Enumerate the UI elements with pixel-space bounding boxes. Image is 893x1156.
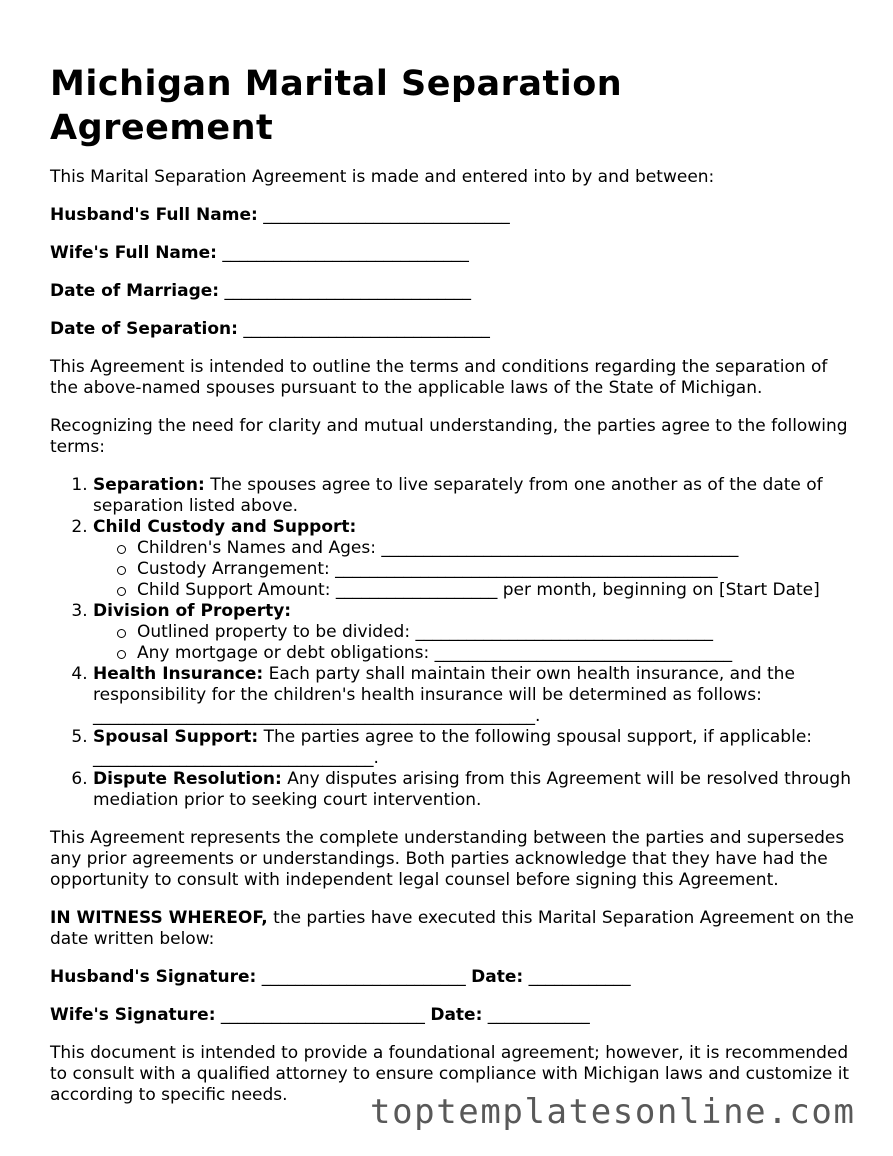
property-item-mortgage: Any mortgage or debt obligations: ___________________________________ — [115, 643, 855, 664]
term-dispute-title: Dispute Resolution: — [93, 769, 282, 789]
husband-signature-label: Husband's Signature: — [50, 967, 257, 987]
term-dispute-text: Any disputes arising from this Agreement will be resolved through mediation prior to seeking court intervention. — [93, 769, 851, 810]
term-separation-title: Separation: — [93, 475, 205, 495]
witness-bold: IN WITNESS WHEREOF, — [50, 908, 268, 928]
term-custody-title: Child Custody and Support: — [93, 517, 357, 537]
husband-name-blank[interactable]: _____________________________ — [263, 205, 510, 225]
term-health-title: Health Insurance: — [93, 664, 264, 684]
husband-date-blank[interactable]: ____________ — [528, 967, 631, 987]
term-spousal-title: Spousal Support: — [93, 727, 259, 747]
watermark: toptemplatesonline.com — [370, 1092, 856, 1132]
term-property-title: Division of Property: — [93, 601, 292, 621]
term-spousal-support — [93, 727, 855, 769]
wife-name-blank[interactable]: _____________________________ — [222, 243, 469, 263]
term-dispute-resolution — [93, 769, 855, 811]
document-title: Michigan Marital Separation Agreement — [50, 64, 623, 148]
term-health-text: Each party shall maintain their own health insurance, and the responsibility for the children's health insurance will be determined as follows: ____________________________________________________. — [93, 664, 795, 726]
wife-name-label: Wife's Full Name: — [50, 243, 217, 263]
purpose-paragraph: This Agreement is intended to outline the terms and conditions regarding the separation of the above-named spouses pursuant to the applicable laws of the State of Michigan. — [50, 357, 828, 398]
husband-name-label: Husband's Full Name: — [50, 205, 258, 225]
property-sublist — [93, 622, 855, 664]
husband-signature-line — [50, 967, 855, 988]
term-separation — [93, 475, 855, 517]
term-separation-text: The spouses agree to live separately from one another as of the date of separation listed above. — [93, 475, 823, 516]
marriage-date-blank[interactable]: _____________________________ — [224, 281, 472, 301]
term-spousal-text: The parties agree to the following spousal support, if applicable: _________________________________. — [93, 727, 813, 768]
witness-paragraph — [50, 908, 855, 950]
custody-sublist — [93, 538, 855, 601]
wife-signature-blank[interactable]: ________________________ — [220, 1005, 425, 1025]
husband-signature-blank[interactable]: ________________________ — [261, 967, 466, 987]
husband-name-field — [50, 205, 855, 226]
custody-item-support-amount: Child Support Amount: ___________________ per month, beginning on [Start Date] — [115, 580, 855, 601]
recognizing-paragraph: Recognizing the need for clarity and mutual understanding, the parties agree to the following terms: — [50, 416, 848, 457]
footer-note: This document is intended to provide a foundational agreement; however, it is recommended to consult with a qualified attorney to ensure compliance with Michigan laws and customize it according to specific needs. — [50, 1043, 850, 1105]
separation-date-label: Date of Separation: — [50, 319, 238, 339]
wife-signature-label: Wife's Signature: — [50, 1005, 216, 1025]
wife-date-label: Date: — [430, 1005, 483, 1025]
custody-item-children: Children's Names and Ages: __________________________________________ — [115, 538, 855, 559]
custody-item-arrangement: Custody Arrangement: _____________________________________________ — [115, 559, 855, 580]
husband-date-label: Date: — [471, 967, 524, 987]
marriage-date-label: Date of Marriage: — [50, 281, 220, 301]
term-health-insurance — [93, 664, 855, 727]
wife-signature-line — [50, 1005, 855, 1026]
property-item-outlined: Outlined property to be divided: ___________________________________ — [115, 622, 855, 643]
terms-list — [50, 475, 855, 811]
wife-name-field — [50, 243, 855, 264]
term-custody — [93, 517, 855, 601]
term-property — [93, 601, 855, 664]
separation-date-blank[interactable]: _____________________________ — [243, 319, 490, 339]
marriage-date-field — [50, 281, 855, 302]
witness-text: the parties have executed this Marital Separation Agreement on the date written below: — [50, 908, 855, 949]
wife-date-blank[interactable]: ____________ — [487, 1005, 590, 1025]
complete-understanding-paragraph: This Agreement represents the complete understanding between the parties and supersedes any prior agreements or understandings. Both parties acknowledge that they have had the opportunity to consult with independent legal counsel before signing this Agreement. — [50, 828, 845, 890]
intro-paragraph: This Marital Separation Agreement is made and entered into by and between: — [50, 167, 715, 187]
separation-date-field — [50, 319, 855, 340]
document-page — [50, 62, 855, 1123]
